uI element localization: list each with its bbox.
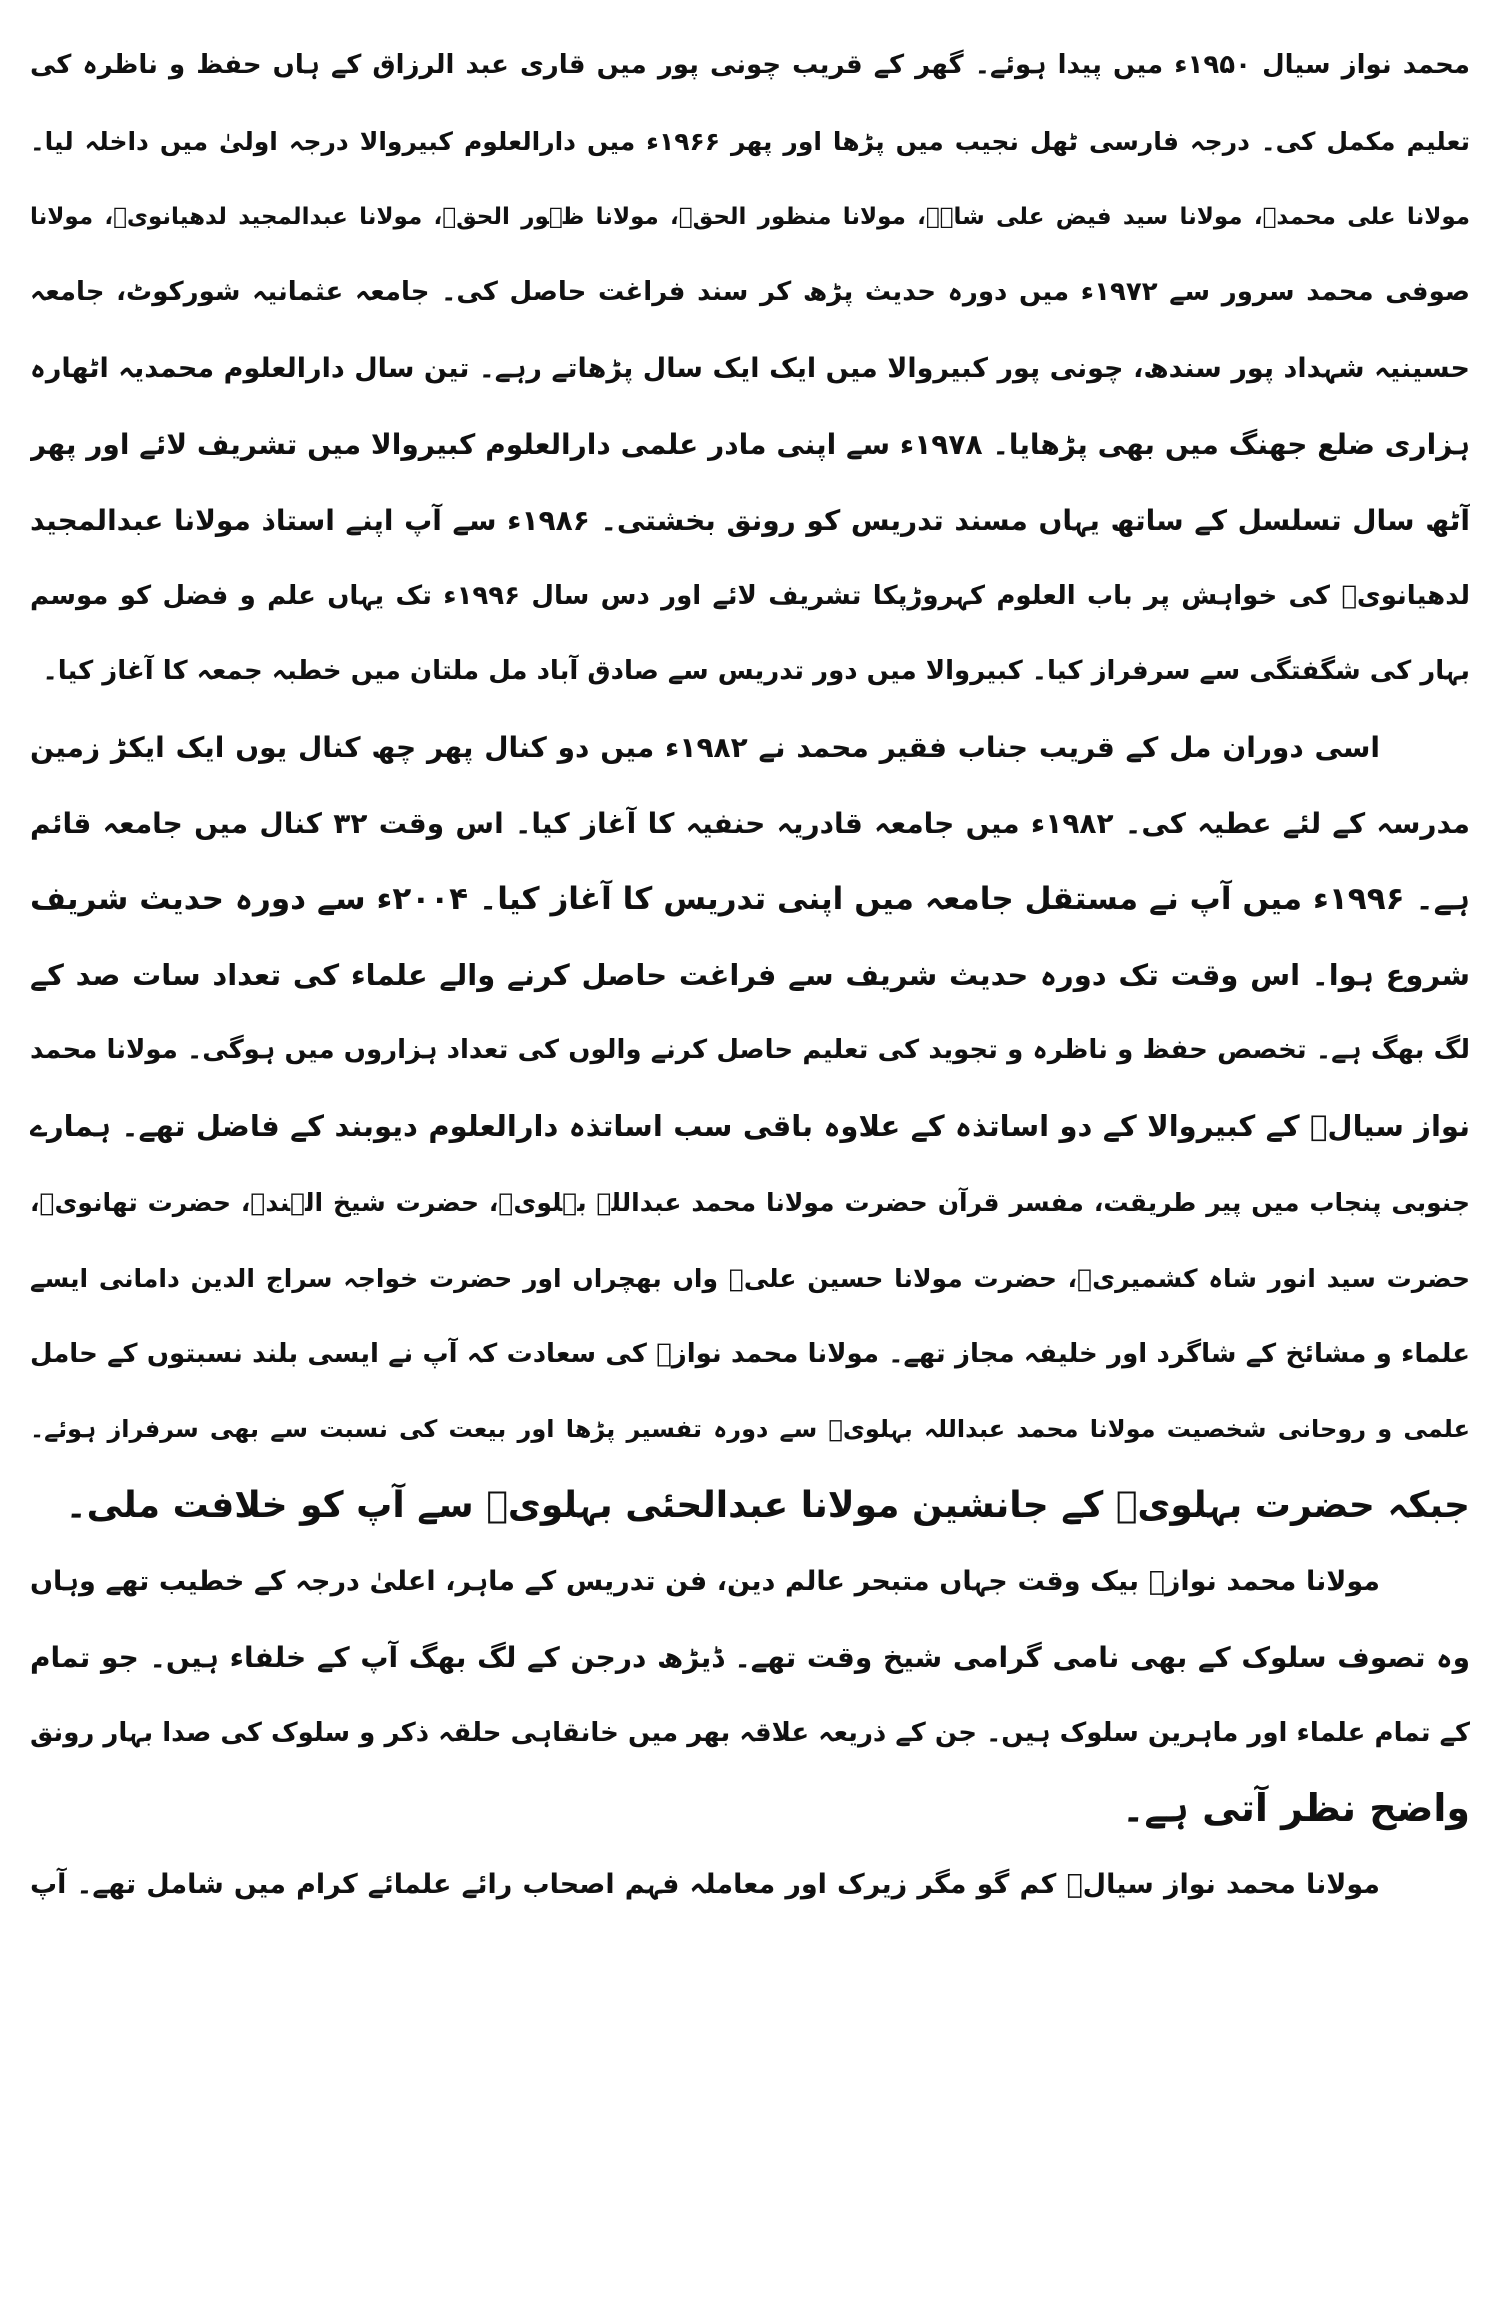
text-line-25: مولانا محمد نواز سیالؒ کم گو مگر زیرک اور معاملہ فہم اصحاب رائے علمائے کرام میں شامل تھے۔ آپ (30, 1869, 1380, 1901)
text-line-17: حضرت سید انور شاہ کشمیریؒ، حضرت مولانا حسین علیؒ واں بھچراں اور حضرت خواجہ سراج الدین دامانی ایسے (30, 1263, 1470, 1293)
text-line-8: لدھیانویؒ کی خواہش پر باب العلوم کہروڑپکا تشریف لائے اور دس سال ۱۹۹۶ء تک یہاں علم و فضل کو موسم (30, 580, 1470, 611)
text-line-4: صوفی محمد سرور سے ۱۹۷۲ء میں دورہ حدیث پڑھ کر سند فراغت حاصل کی۔ جامعہ عثمانیہ شورکوٹ، جامعہ (30, 277, 1470, 308)
text-line-11: مدرسہ کے لئے عطیہ کی۔ ۱۹۸۲ء میں جامعہ قادریہ حنفیہ کا آغاز کیا۔ اس وقت ۳۲ کنال میں جامعہ قائم (30, 806, 1470, 840)
text-line-24: واضح نظر آتی ہے۔ (1122, 1786, 1470, 1831)
text-line-23: کے تمام علماء اور ماہرین سلوک ہیں۔ جن کے ذریعہ علاقہ بھر میں خانقاہی حلقہ ذکر و سلوک کی صدا بہار رونق (30, 1717, 1470, 1748)
text-line-1: محمد نواز سیال ۱۹۵۰ء میں پیدا ہوئے۔ گھر کے قریب چونی پور میں قاری عبد الرزاق کے ہاں حفظ و ناظرہ کی (30, 50, 1470, 80)
text-line-14: لگ بھگ ہے۔ تخصص حفظ و ناظرہ و تجوید کی تعلیم حاصل کرنے والوں کی تعداد ہزاروں میں ہوگی۔ مولانا محمد (30, 1035, 1470, 1066)
text-line-22: وہ تصوف سلوک کے بھی نامی گرامی شیخ وقت تھے۔ ڈیڑھ درجن کے لگ بھگ آپ کے خلفاء ہیں۔ جو تمام (30, 1640, 1470, 1674)
text-line-15: نواز سیالؒ کے کبیروالا کے دو اساتذہ کے علاوہ باقی سب اساتذہ دارالعلوم دیوبند کے فاضل تھے۔ ہمارے (30, 1109, 1470, 1144)
text-line-20: جبکہ حضرت بہلویؒ کے جانشین مولانا عبدالحئی بہلویؒ سے آپ کو خلافت ملی۔ (65, 1485, 1470, 1527)
text-line-2: تعلیم مکمل کی۔ درجہ فارسی ٹھل نجیب میں پڑھا اور پھر ۱۹۶۶ء میں دارالعلوم کبیروالا درجہ اولیٰ میں داخلہ لیا۔ (30, 126, 1470, 156)
text-line-5: حسینیہ شہداد پور سندھ، چونی پور کبیروالا میں ایک ایک سال پڑھاتے رہے۔ تین سال دارالعلوم محمدیہ اٹھارہ (30, 353, 1470, 385)
text-line-10: اسی دوران مل کے قریب جناب فقیر محمد نے ۱۹۸۲ء میں دو کنال پھر چھ کنال یوں ایک ایکڑ زمین (30, 731, 1381, 765)
text-line-9: بہار کی شگفتگی سے سرفراز کیا۔ کبیروالا میں دور تدریس سے صادق آباد مل ملتان میں خطبہ جمعہ کا آغاز کیا۔ (42, 656, 1470, 687)
text-line-18: علماء و مشائخ کے شاگرد اور خلیفہ مجاز تھے۔ مولانا محمد نوازؒ کی سعادت کہ آپ نے ایسی بلند نسبتوں کے حامل (30, 1338, 1470, 1369)
text-line-3: مولانا علی محمدؒ، مولانا سید فیض علی شاہؒ، مولانا منظور الحقؒ، مولانا ظہور الحقؒ، مولانا عبدالمجید لدھیانویؒ، مولانا (30, 203, 1470, 230)
text-line-21: مولانا محمد نوازؒ بیک وقت جہاں متبحر عالم دین، فن تدریس کے ماہر، اعلیٰ درجہ کے خطیب تھے وہاں (30, 1565, 1380, 1597)
text-line-13: شروع ہوا۔ اس وقت تک دورہ حدیث شریف سے فراغت حاصل کرنے والے علماء کی تعداد سات صد کے (30, 957, 1470, 992)
text-line-6: ہزاری ضلع جھنگ میں بھی پڑھایا۔ ۱۹۷۸ء سے اپنی مادر علمی دارالعلوم کبیروالا میں تشریف لائے اور پھر (30, 427, 1470, 461)
text-line-16: جنوبی پنجاب میں پیر طریقت، مفسر قرآن حضرت مولانا محمد عبداللہ بہلویؒ، حضرت شیخ الہندؒ، حضرت تھانویؒ، (30, 1187, 1470, 1217)
text-line-12: ہے۔ ۱۹۹۶ء میں آپ نے مستقل جامعہ میں اپنی تدریس کا آغاز کیا۔ ۲۰۰۴ء سے دورہ حدیث شریف (30, 880, 1470, 917)
text-line-19: علمی و روحانی شخصیت مولانا محمد عبداللہ بہلویؒ سے دورہ تفسیر پڑھا اور بیعت کی نسبت سے بھی سرفراز ہوئے۔ (30, 1415, 1470, 1444)
text-line-7: آٹھ سال تسلسل کے ساتھ یہاں مسند تدریس کو رونق بخشتی۔ ۱۹۸۶ء سے آپ اپنے استاذ مولانا عبدالمجید (30, 503, 1470, 537)
document-page (30, 28, 1470, 2278)
